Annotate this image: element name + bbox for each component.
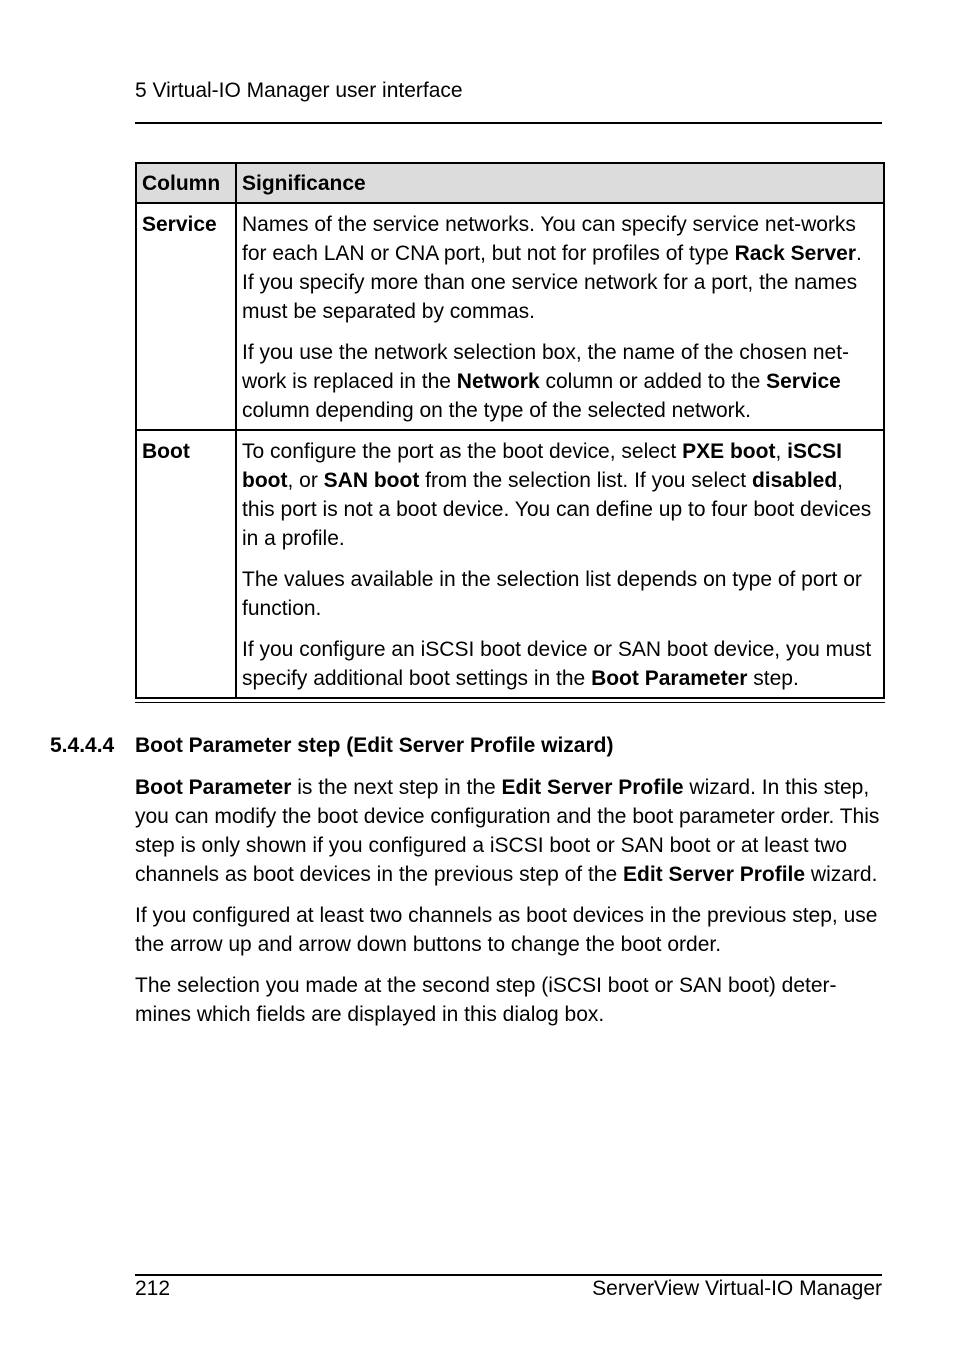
text-run: column depending on the type of the selected network. bbox=[242, 399, 752, 422]
text-run: The selection you made at the second step (iSCSI boot or SAN boot) deter-mines which fields are displayed in this dialog box. bbox=[135, 974, 837, 1026]
bold-term: PXE boot bbox=[682, 440, 776, 463]
significance-header: Significance bbox=[236, 163, 884, 203]
page-number: 212 bbox=[135, 1277, 171, 1300]
running-header: 5 Virtual-IO Manager user interface bbox=[135, 79, 463, 102]
footer-rule bbox=[135, 1274, 882, 1276]
bold-term: Rack Server bbox=[734, 242, 857, 265]
column-header: Column bbox=[136, 163, 236, 203]
paragraph bbox=[242, 338, 878, 425]
text-run: . If you specify more than one service network for a port, the names must be separated by commas. bbox=[242, 242, 862, 323]
text-run: To configure the port as the boot device, select bbox=[242, 440, 683, 463]
footer-product-name: ServerView Virtual-IO Manager bbox=[592, 1277, 882, 1300]
text-run: step. bbox=[747, 667, 799, 690]
column-significance-table bbox=[135, 162, 885, 699]
row-name-service: Service bbox=[136, 203, 236, 430]
header-rule bbox=[135, 122, 882, 124]
text-run: is the next step in the bbox=[291, 776, 502, 799]
text-run: wizard. In this step, you can modify the boot device configuration and the boot parameter order. This step is only shown if you configured a iSCSI boot or SAN boot or at least two channels as boot devices in the previous step of the bbox=[135, 776, 880, 886]
text-run: Names of the service networks. You can specify service net-works for each LAN or CNA port, but not for profiles of type bbox=[242, 213, 856, 265]
paragraph bbox=[135, 901, 885, 959]
text-run: The values available in the selection list depends on type of port or function. bbox=[242, 568, 862, 620]
section-number: 5.4.4.4 bbox=[50, 734, 115, 757]
row-name-boot: Boot bbox=[136, 430, 236, 698]
section-title: Boot Parameter step (Edit Server Profile wizard) bbox=[135, 734, 614, 757]
text-run: wizard. bbox=[805, 863, 878, 886]
bold-term: iSCSI boot bbox=[242, 440, 842, 492]
bold-term: Boot Parameter bbox=[591, 667, 748, 690]
bold-term: Service bbox=[766, 370, 841, 393]
paragraph bbox=[242, 565, 878, 623]
section-body bbox=[135, 773, 885, 1041]
table-row bbox=[136, 203, 884, 430]
paragraph bbox=[242, 437, 878, 553]
text-run: If you configure an iSCSI boot device or SAN boot device, you must specify additional boot settings in the bbox=[242, 638, 872, 690]
paragraph bbox=[135, 971, 885, 1029]
bold-term: Edit Server Profile bbox=[501, 776, 684, 799]
bold-term: disabled bbox=[751, 469, 838, 492]
text-run: , or bbox=[287, 469, 324, 492]
text-run: , this port is not a boot device. You can define up to four boot devices in a profile. bbox=[242, 469, 872, 550]
paragraph bbox=[135, 773, 885, 889]
text-run: If you use the network selection box, the name of the chosen net-work is replaced in the bbox=[242, 341, 850, 393]
text-run: from the selection list. If you select bbox=[419, 469, 752, 492]
paragraph bbox=[242, 635, 878, 693]
bold-term: Boot Parameter bbox=[135, 776, 292, 799]
text-run: , bbox=[775, 440, 788, 463]
paragraph bbox=[242, 210, 878, 326]
row-description-service bbox=[236, 203, 884, 430]
table-row bbox=[136, 430, 884, 698]
row-description-boot bbox=[236, 430, 884, 698]
bold-term: Network bbox=[456, 370, 540, 393]
text-run: column or added to the bbox=[539, 370, 767, 393]
text-run: If you configured at least two channels as boot devices in the previous step, use the arrow up and arrow down buttons to change the boot order. bbox=[135, 904, 878, 956]
bold-term: SAN boot bbox=[323, 469, 420, 492]
table-bottom-rule bbox=[135, 702, 885, 703]
bold-term: Edit Server Profile bbox=[622, 863, 806, 886]
table-header-row bbox=[136, 163, 884, 203]
